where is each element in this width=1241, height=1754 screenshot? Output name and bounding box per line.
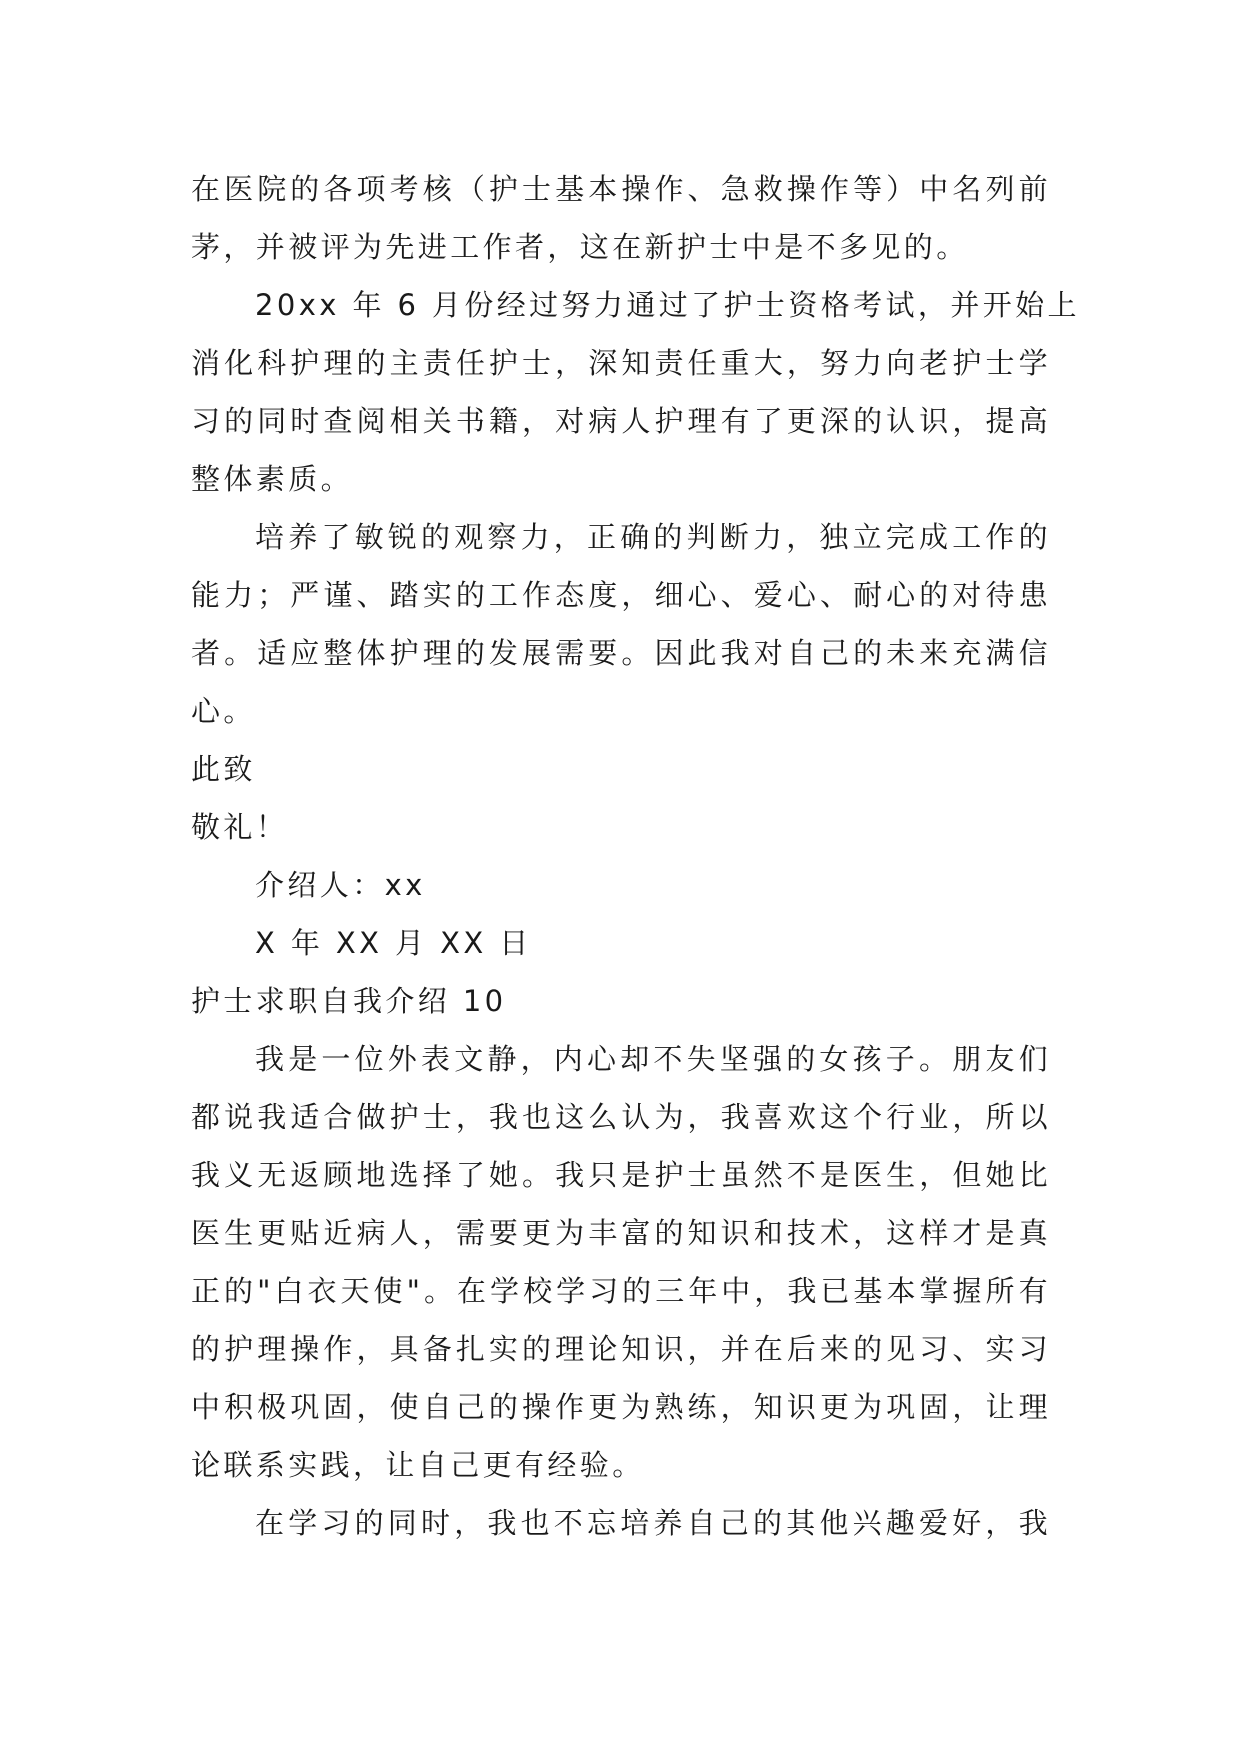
- text-line: 在学习的同时，我也不忘培养自己的其他兴趣爱好，我: [255, 1506, 1051, 1540]
- text-line: 的护理操作，具备扎实的理论知识，并在后来的见习、实习: [191, 1332, 1051, 1366]
- signature-introducer: 介绍人：xx: [255, 868, 426, 902]
- text-line: 医生更贴近病人，需要更为丰富的知识和技术，这样才是真: [191, 1216, 1051, 1250]
- text-line: 都说我适合做护士，我也这么认为，我喜欢这个行业，所以: [191, 1100, 1051, 1134]
- section-heading: 护士求职自我介绍 10: [191, 984, 507, 1018]
- signature-date: X 年 XX 月 XX 日: [255, 926, 532, 960]
- closing-salutation: 此致: [191, 752, 256, 786]
- text-line: 在医院的各项考核（护士基本操作、急救操作等）中名列前: [191, 172, 1051, 206]
- text-line: 培养了敏锐的观察力，正确的判断力，独立完成工作的: [255, 520, 1051, 554]
- text-line: 者。适应整体护理的发展需要。因此我对自己的未来充满信: [191, 636, 1051, 670]
- text-line: 论联系实践，让自己更有经验。: [191, 1448, 645, 1482]
- document-body: [191, 160, 1080, 1552]
- text-line: 茅，并被评为先进工作者，这在新护士中是不多见的。: [191, 230, 969, 264]
- text-line: 习的同时查阅相关书籍，对病人护理有了更深的认识，提高: [191, 404, 1051, 438]
- text-line: 消化科护理的主责任护士，深知责任重大，努力向老护士学: [191, 346, 1051, 380]
- text-line: 20xx 年 6 月份经过努力通过了护士资格考试，并开始上: [255, 288, 1080, 322]
- text-line: 能力；严谨、踏实的工作态度，细心、爱心、耐心的对待患: [191, 578, 1051, 612]
- closing-regards: 敬礼！: [191, 810, 289, 844]
- text-line: 中积极巩固，使自己的操作更为熟练，知识更为巩固，让理: [191, 1390, 1051, 1424]
- text-line: 整体素质。: [191, 462, 354, 496]
- text-line: 正的"白衣天使"。在学校学习的三年中，我已基本掌握所有: [191, 1274, 1051, 1308]
- text-line: 我义无返顾地选择了她。我只是护士虽然不是医生，但她比: [191, 1158, 1051, 1192]
- text-line: 我是一位外表文静，内心却不失坚强的女孩子。朋友们: [255, 1042, 1051, 1076]
- text-line: 心。: [191, 694, 256, 728]
